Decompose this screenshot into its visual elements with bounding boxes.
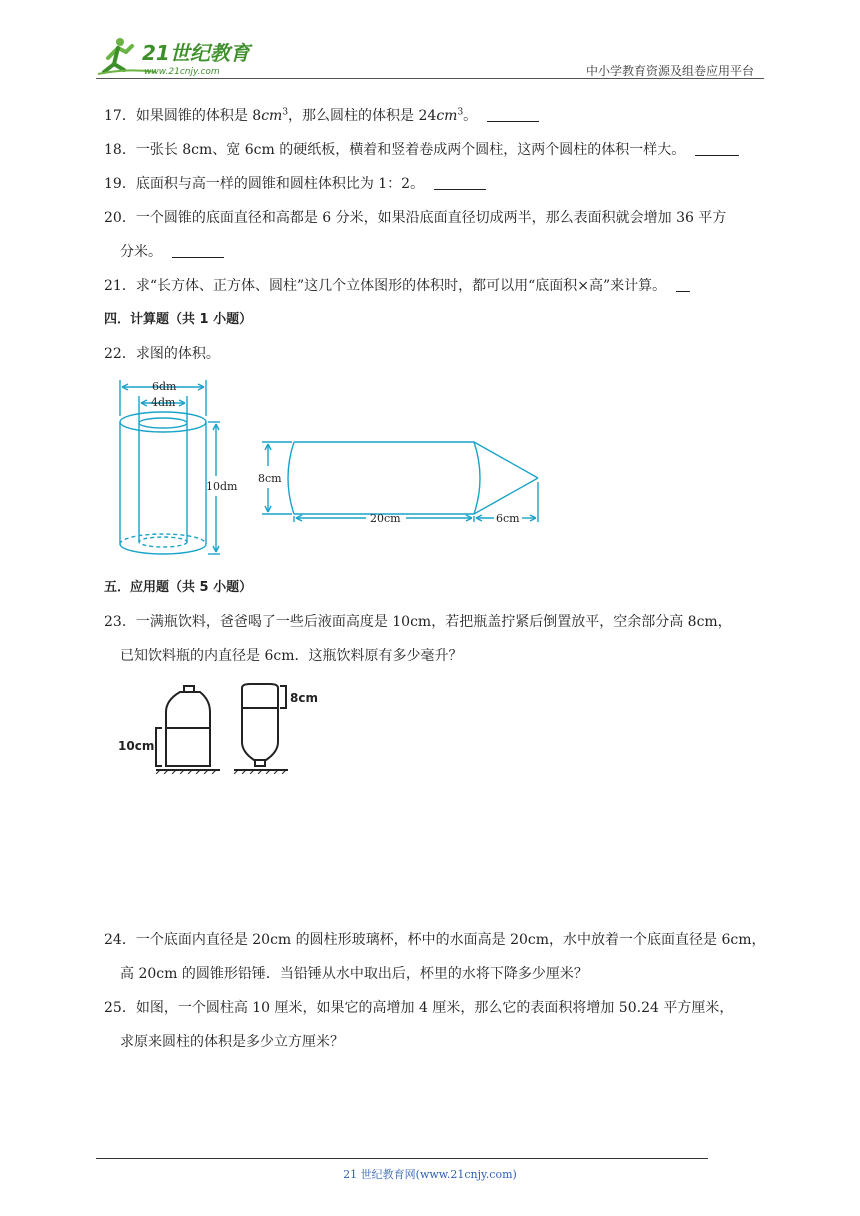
- question-23: 23．一满瓶饮料，爸爸喝了一些后液面高度是 10cm，若把瓶盖拧紧后倒置放平，空余部分高 8cm，: [104, 614, 732, 630]
- question-23-cont: 已知饮料瓶的内直径是 6cm．这瓶饮料原有多少毫升？: [120, 648, 463, 664]
- question-number: 24．: [104, 932, 136, 948]
- hollow-cylinder-figure: [112, 376, 252, 562]
- answer-blank[interactable]: [434, 175, 486, 190]
- question-number: 18．: [104, 142, 136, 158]
- question-24-cont: 高 20cm 的圆锥形铅锤．当铅锤从水中取出后，杯里的水将下降多少厘米？: [120, 966, 588, 982]
- platform-name: 中小学教育资源及组卷应用平台: [585, 64, 754, 78]
- diameter-label: 8cm: [258, 472, 282, 485]
- cylinder-length-label: 20cm: [370, 512, 401, 525]
- cylinder-cone-figure: [254, 430, 550, 530]
- question-number: 25．: [104, 1000, 136, 1016]
- footer-divider: [96, 1158, 708, 1159]
- question-number: 23．: [104, 614, 136, 630]
- height-label: 10dm: [206, 480, 238, 493]
- empty-height-label: 8cm: [290, 691, 318, 705]
- answer-blank[interactable]: [676, 277, 690, 292]
- logo-url: www.21cnjy.com: [144, 67, 220, 77]
- question-20-cont: 分米。: [120, 242, 224, 262]
- liquid-height-label: 10cm: [118, 739, 155, 753]
- section-heading-calculation: 四．计算题（共 1 小题）: [104, 312, 253, 327]
- section-heading-application: 五．应用题（共 5 小题）: [104, 580, 253, 595]
- site-logo: [96, 34, 266, 78]
- header-divider: [96, 78, 764, 79]
- question-number: 22．: [104, 346, 136, 362]
- question-19: 19．底面积与高一样的圆锥和圆柱体积比为 1：2。: [104, 174, 486, 194]
- answer-blank[interactable]: [695, 141, 739, 156]
- question-21: 21．求“长方体、正方体、圆柱”这几个立体图形的体积时，都可以用“底面积×高”来计算。: [104, 276, 690, 296]
- question-number: 21．: [104, 278, 136, 294]
- inner-diameter-label: 4dm: [151, 396, 176, 409]
- question-25: 25．如图，一个圆柱高 10 厘米，如果它的高增加 4 厘米，那么它的表面积将增加 50.24 平方厘米，: [104, 1000, 734, 1016]
- question-25-cont: 求原来圆柱的体积是多少立方厘米？: [120, 1034, 344, 1050]
- bottle-figure: [116, 680, 326, 774]
- question-number: 19．: [104, 176, 136, 192]
- outer-diameter-label: 6dm: [152, 380, 177, 393]
- question-number: 20．: [104, 210, 136, 226]
- question-24: 24．一个底面内直径是 20cm 的圆柱形玻璃杯，杯中的水面高是 20cm，水中放着一个底面直径是 6cm，: [104, 932, 766, 948]
- question-18: 18．一张长 8cm、宽 6cm 的硬纸板，横着和竖着卷成两个圆柱，这两个圆柱的体积一样大。: [104, 140, 739, 160]
- question-number: 17．: [104, 108, 136, 124]
- footer-link[interactable]: 21 世纪教育网(www.21cnjy.com): [343, 1168, 517, 1181]
- question-22: 22．求图的体积。: [104, 346, 220, 362]
- logo-text: 21世纪教育: [142, 41, 250, 65]
- answer-blank[interactable]: [487, 107, 539, 122]
- question-17: 17．如果圆锥的体积是 $8cm^3$，那么圆柱的体积是 $24cm^3$。: [104, 106, 539, 126]
- answer-blank[interactable]: [172, 243, 224, 258]
- question-20: 20．一个圆锥的底面直径和高都是 6 分米，如果沿底面直径切成两半，那么表面积就会增加 36 平方: [104, 210, 727, 226]
- cone-length-label: 6cm: [496, 512, 520, 525]
